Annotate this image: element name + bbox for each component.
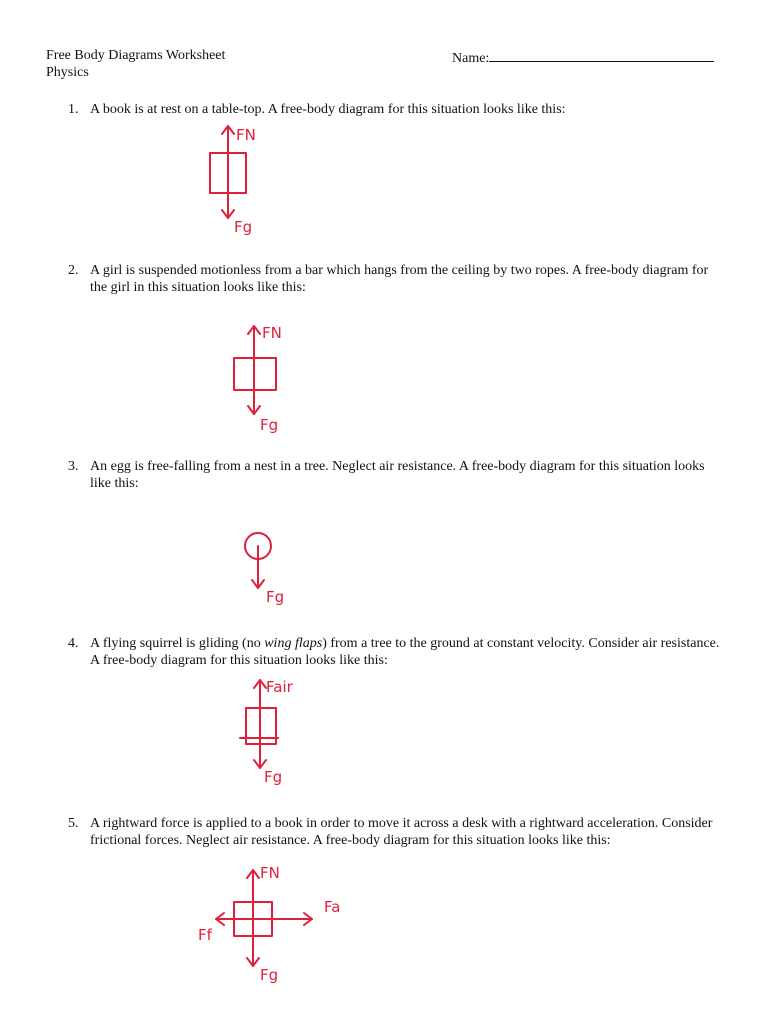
label-fg: Fg: [264, 768, 283, 786]
label-fg: Fg: [234, 218, 253, 236]
fbd-diagram-1: [200, 118, 280, 248]
question-number: 5.: [68, 816, 79, 831]
worksheet-title: Free Body Diagrams Worksheet: [46, 48, 226, 63]
question-number: 2.: [68, 263, 79, 278]
label-fg: Fg: [266, 588, 285, 606]
name-field[interactable]: [452, 48, 714, 67]
question-5: [68, 815, 728, 849]
question-text: An egg is free-falling from a nest in a tree. Neglect air resistance. A free-body diagram for this situation looks like this:: [90, 459, 705, 491]
fbd-diagram-4: [232, 672, 322, 792]
question-2: [68, 262, 728, 296]
fbd-diagram-2: [224, 318, 304, 448]
label-fg: Fg: [260, 966, 279, 984]
label-fn: FN: [260, 864, 280, 882]
label-fair: Fair: [266, 678, 293, 696]
fbd-diagram-5: [196, 862, 366, 992]
question-text: A rightward force is applied to a book in order to move it across a desk with a rightward acceleration. Consider frictional forces. Neglect air resistance. A free-body diagram for this situation looks like this:: [90, 816, 713, 848]
label-fg: Fg: [260, 416, 279, 434]
label-fn: FN: [262, 324, 282, 342]
question-1: [68, 101, 728, 118]
question-text: A girl is suspended motionless from a bar which hangs from the ceiling by two ropes. A free-body diagram for the girl in this situation looks like this:: [90, 263, 709, 295]
question-4: [68, 635, 728, 669]
question-number: 3.: [68, 459, 79, 474]
question-number: 1.: [68, 102, 79, 117]
question-number: 4.: [68, 636, 79, 651]
label-ff: Ff: [198, 926, 212, 944]
name-label: Name:: [452, 51, 490, 66]
question-text: A flying squirrel is gliding (no wing flaps) from a tree to the ground at constant velocity. Consider air resistance. A free-body diagram for this situation looks like this:: [90, 636, 720, 668]
fbd-diagram-3: [236, 528, 316, 618]
label-fa: Fa: [324, 898, 341, 916]
subject-label: Physics: [46, 65, 89, 80]
label-fn: FN: [236, 126, 256, 144]
question-text: A book is at rest on a table-top. A free-body diagram for this situation looks like this:: [90, 102, 566, 117]
question-3: [68, 458, 728, 492]
name-blank-line[interactable]: [489, 48, 714, 62]
